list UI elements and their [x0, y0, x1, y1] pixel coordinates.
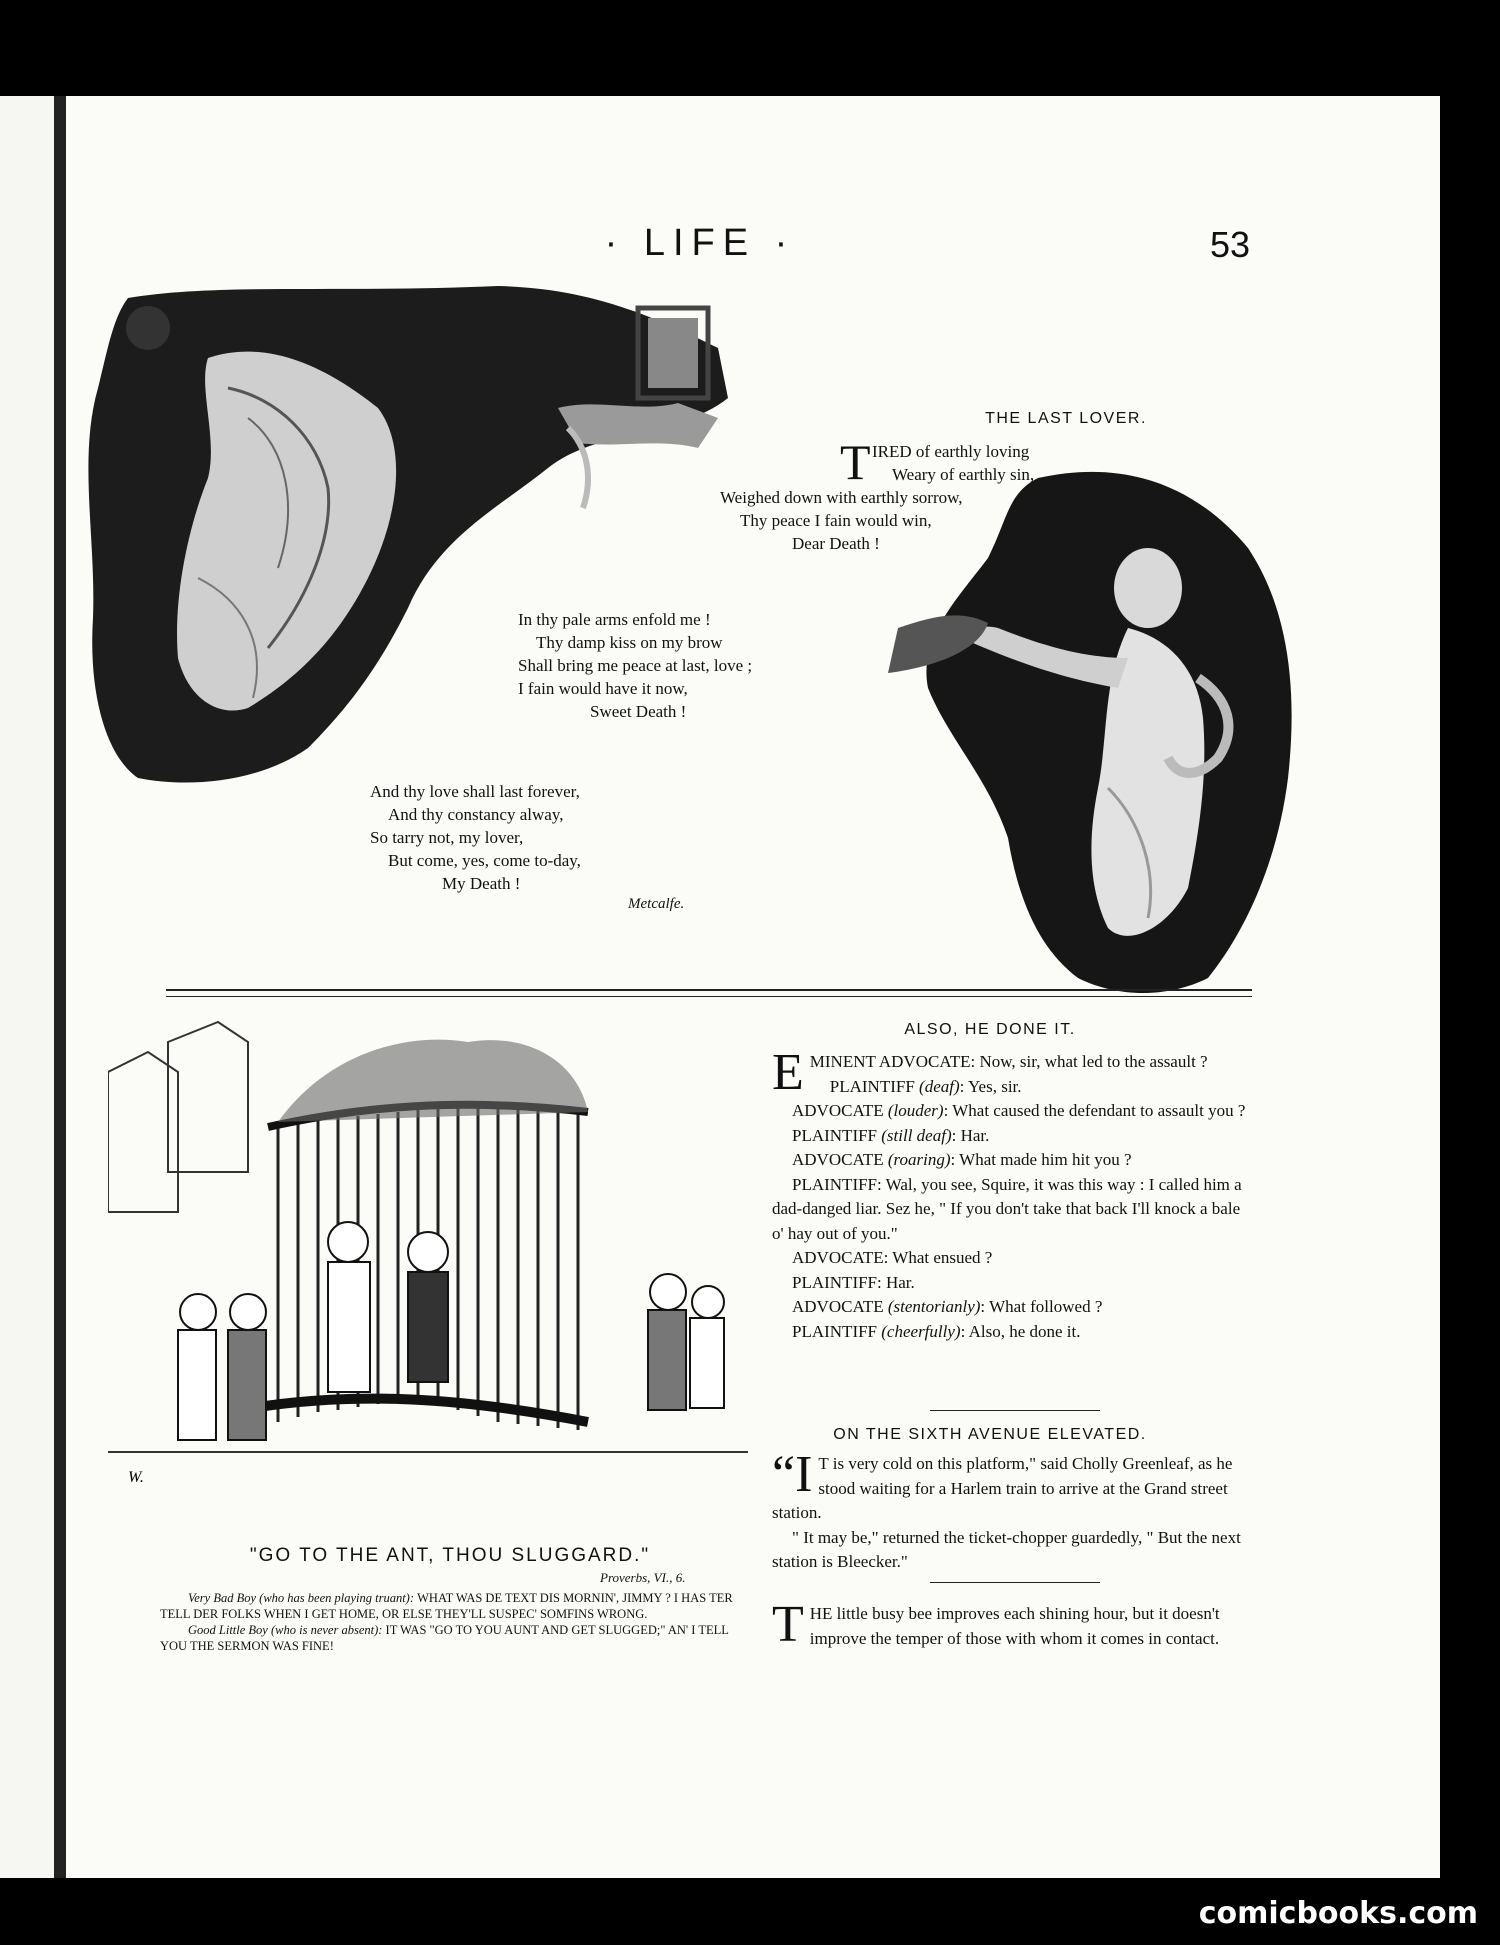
section-divider: [166, 996, 1252, 997]
cartoon-dialogue: [160, 1590, 750, 1654]
bad-boy-line: WHAT WAS DE TEXT DIS MORNIN', JIMMY ? I HAS TER TELL DER FOLKS WHEN I GET HOME, OR ELSE THEY'LL SUSPEC' SOMFINS WRONG.: [160, 1591, 733, 1621]
poem-stanza-2: [518, 608, 858, 723]
bee-body: THE little busy bee improves each shining hour, but it doesn't improve the temper of those with whom it comes in contact.: [772, 1596, 1220, 1653]
poem-line: IRED of earthly loving: [872, 442, 1030, 461]
left-page-edge: [0, 96, 54, 1878]
poem-line: My Death !: [442, 874, 521, 893]
poem-line: In thy pale arms enfold me !: [518, 610, 711, 629]
sixth-body: “I T is very cold on this platform," said Cholly Greenleaf, as he stood waiting for a Harlem train to arrive at the Grand street station. " It may be," returned the ticket-chopper guardedly, " But the next station is Bleecker.": [772, 1446, 1241, 1571]
cartoon-signature: W.: [128, 1469, 144, 1486]
short-divider: [930, 1410, 1100, 1411]
sixth-dropcap: “I: [772, 1446, 813, 1503]
poem-stanza-3: [370, 780, 710, 895]
poem-line: I fain would have it now,: [518, 679, 688, 698]
poem-title: THE LAST LOVER.: [985, 410, 1147, 427]
poem-line: Dear Death !: [792, 534, 880, 553]
poem-line: Shall bring me peace at last, love ;: [518, 656, 753, 675]
poem-line: Weary of earthly sin,: [892, 465, 1035, 484]
book-gutter: [54, 96, 66, 1878]
poem-stanza-1: [720, 434, 1090, 555]
poem-line: And thy constancy alway,: [388, 805, 564, 824]
bad-boy-speaker: Very Bad Boy (who has been playing truant):: [188, 1591, 414, 1605]
short-divider: [930, 1582, 1100, 1583]
masthead-title: · LIFE ·: [604, 222, 796, 264]
poem-line: Weighed down with earthly sorrow,: [720, 488, 963, 507]
poem-line: So tarry not, my lover,: [370, 828, 524, 847]
page-number: 53: [1210, 224, 1251, 265]
also-dropcap: E: [772, 1044, 804, 1101]
also-title: ALSO, HE DONE IT.: [904, 1021, 1076, 1038]
poem-line: But come, yes, come to-day,: [388, 851, 581, 870]
bee-dropcap: T: [772, 1596, 804, 1653]
good-boy-speaker: Good Little Boy (who is never absent):: [188, 1623, 383, 1637]
also-body: EMINENT ADVOCATE: Now, sir, what led to the assault ? PLAINTIFF (deaf): Yes, sir. ADVOCATE (louder): What caused the defendant to assault you ? PLAINTIFF (still deaf): Har. ADVOCATE (roaring): What made him hit you ? PLAINTIFF: Wal, you see, Squire, it was this way : I called him a dad-danged liar. Sez he, " If you don't take that back I'll knock a bale o' hay out of you." ADVOCATE: What ensued ? PLAINTIFF: Har. ADVOCATE (stentorianly): What followed ? PLAINTIFF (cheerfully): Also, he done it.: [772, 1044, 1246, 1341]
cartoon-source: Proverbs, VI., 6.: [600, 1570, 686, 1585]
section-divider: [166, 989, 1252, 991]
poem-line: Thy damp kiss on my brow: [536, 633, 723, 652]
watermark-text: comicbooks.com: [1198, 1896, 1478, 1931]
schoolboys-cartoon: [108, 1012, 748, 1490]
poem-dropcap: T: [840, 434, 871, 490]
poem-line: Thy peace I fain would win,: [740, 511, 932, 530]
poem-line: Sweet Death !: [590, 702, 687, 721]
good-boy-line: IT WAS "GO TO YOU AUNT AND GET SLUGGED;" AN' I TELL YOU THE SERMON WAS FINE!: [160, 1623, 729, 1653]
poem-line: And thy love shall last forever,: [370, 782, 580, 801]
poem-author: Metcalfe.: [628, 896, 685, 912]
cartoon-caption: "GO TO THE ANT, THOU SLUGGARD.": [249, 1545, 651, 1566]
sixth-title: ON THE SIXTH AVENUE ELEVATED.: [833, 1426, 1147, 1443]
